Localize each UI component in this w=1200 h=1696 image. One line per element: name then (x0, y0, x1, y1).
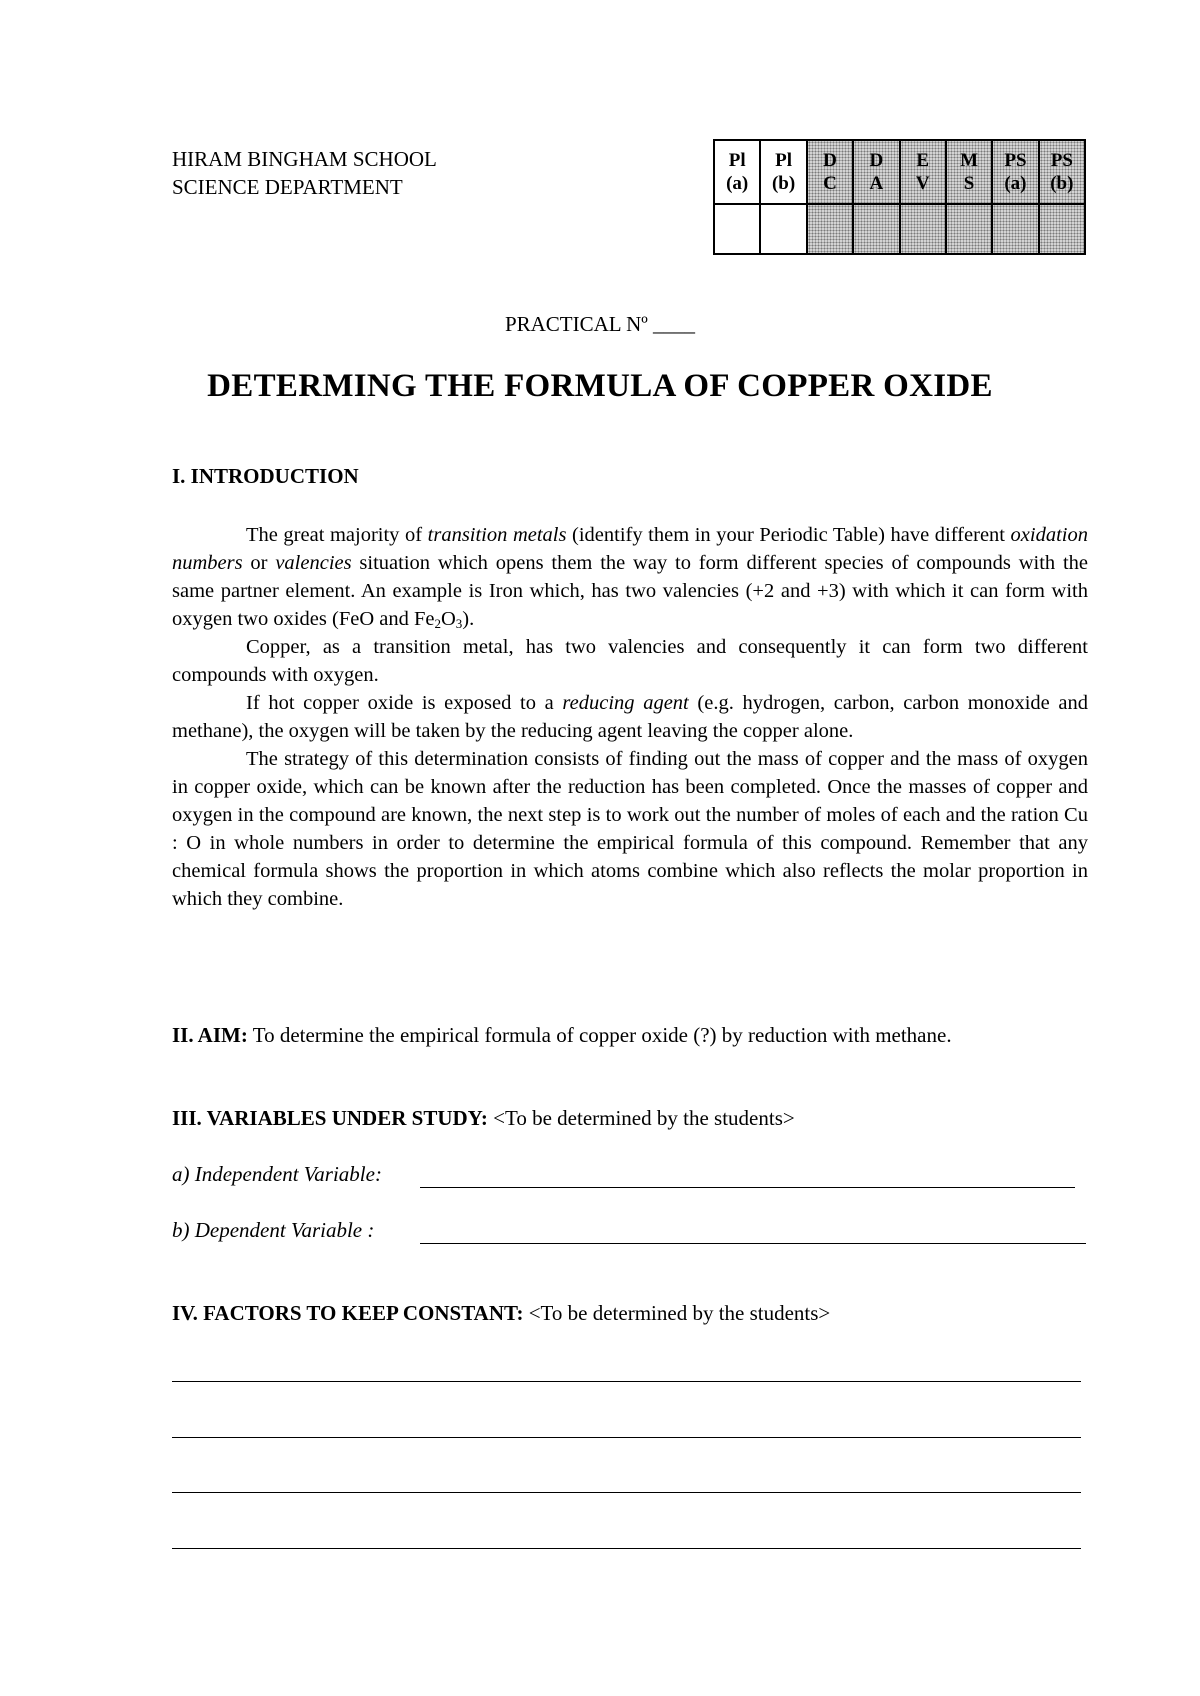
factors-note: <To be determined by the students> (523, 1301, 831, 1325)
grid-col-dc: D C (807, 140, 853, 204)
grid-score-cell (1039, 204, 1085, 254)
assessment-grid (713, 139, 1086, 255)
grid-score-cell (900, 204, 946, 254)
page-title: DETERMING THE FORMULA OF COPPER OXIDE (207, 368, 993, 404)
grid-col-pl-b: Pl (b) (760, 140, 806, 204)
grid-col-ms: M S (946, 140, 992, 204)
factors-label: IV. FACTORS TO KEEP CONSTANT: (172, 1301, 524, 1325)
school-header (172, 145, 437, 201)
factors-heading (172, 1301, 830, 1326)
variables-heading (172, 1106, 795, 1131)
school-name: HIRAM BINGHAM SCHOOL (172, 147, 437, 171)
dependent-variable-label: b) Dependent Variable : (172, 1218, 375, 1242)
grid-col-pl-a: Pl (a) (714, 140, 760, 204)
factors-answer-line[interactable] (172, 1381, 1081, 1382)
intro-paragraph-4: The strategy of this determination consists of finding out the mass of copper and the mass of oxygen in copper oxide, which can be known after the reduction has been completed. Once the masses of copper and oxygen in the compound are known, the next step is to work out the number of moles of each and the ration Cu : O in whole numbers in order to determine the empirical formula of this compound. Remember that any chemical formula shows the proportion in which atoms combine which also reflects the molar proportion in which they combine. (172, 748, 1088, 910)
independent-variable-label: a) Independent Variable: (172, 1162, 382, 1186)
grid-score-cell (992, 204, 1038, 254)
variables-note: <To be determined by the students> (487, 1106, 795, 1130)
aim-section (172, 1023, 952, 1048)
intro-paragraph-1: The great majority of transition metals (identify them in your Periodic Table) have different oxidation numbers or valencies situation which opens them the way to form different species of compounds with the same partner element. An example is Iron which, has two valencies (+2 and +3) with which it can form with oxygen two oxides (FeO and $Fe_2O_3$). (172, 524, 1088, 631)
intro-paragraph-3: If hot copper oxide is exposed to a reducing agent (e.g. hydrogen, carbon, carbon monoxide and methane), the oxygen will be taken by the reducing agent leaving the copper alone. (172, 692, 1089, 742)
grid-col-ps-a: PS (a) (992, 140, 1038, 204)
intro-paragraph-2: Copper, as a transition metal, has two valencies and consequently it can form two different compounds with oxygen. (172, 636, 1088, 686)
intro-heading: I. INTRODUCTION (172, 464, 359, 488)
grid-col-da: D A (853, 140, 899, 204)
grid-score-cell (807, 204, 853, 254)
variables-label: III. VARIABLES UNDER STUDY: (172, 1106, 488, 1130)
grid-score-cell (946, 204, 992, 254)
aim-label: II. AIM: (172, 1023, 248, 1047)
grid-col-ev: E V (900, 140, 946, 204)
department-name: SCIENCE DEPARTMENT (172, 175, 403, 199)
grid-score-cell (853, 204, 899, 254)
intro-body (172, 521, 1088, 913)
grid-score-cell[interactable] (714, 204, 760, 254)
factors-answer-line[interactable] (172, 1437, 1081, 1438)
factors-answer-line[interactable] (172, 1548, 1081, 1549)
aim-text: To determine the empirical formula of copper oxide (?) by reduction with methane. (247, 1023, 952, 1047)
grid-score-row (714, 204, 1085, 254)
grid-header-row (714, 140, 1085, 204)
independent-variable-answer-line[interactable] (420, 1187, 1075, 1188)
grid-col-ps-b: PS (b) (1039, 140, 1085, 204)
factors-answer-line[interactable] (172, 1492, 1081, 1493)
dependent-variable-answer-line[interactable] (420, 1243, 1086, 1244)
grid-score-cell[interactable] (760, 204, 806, 254)
practical-number: PRACTICAL Nº ____ (504, 312, 696, 336)
